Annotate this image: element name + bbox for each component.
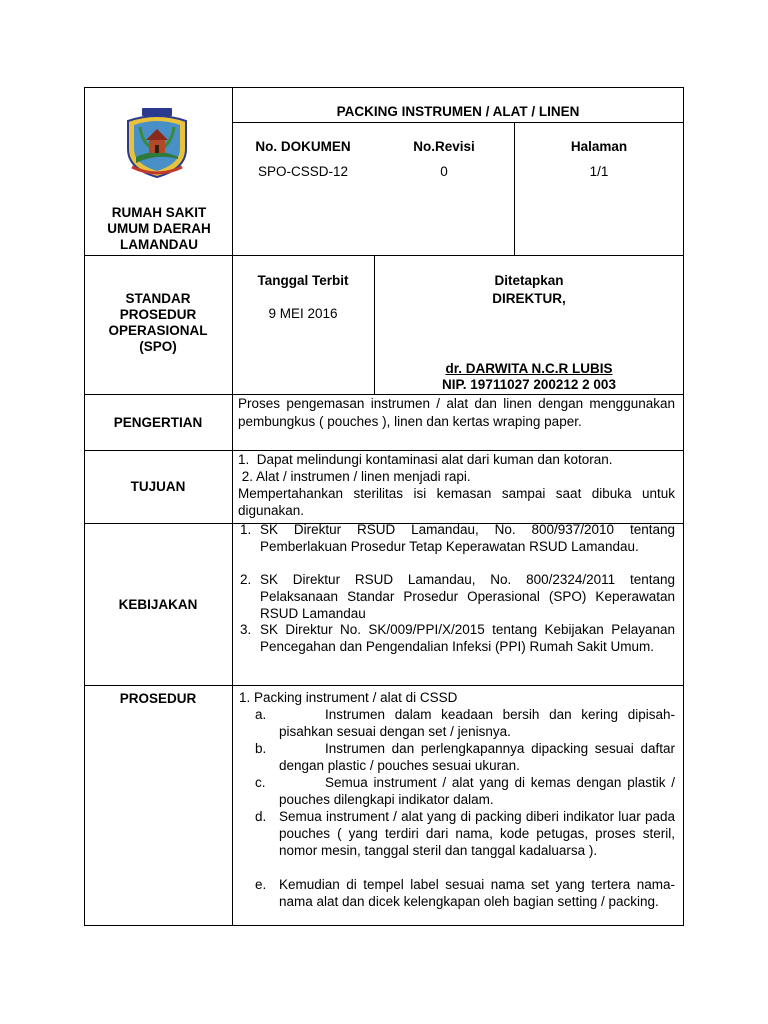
approved-role: DIREKTUR,	[492, 291, 566, 306]
row-divider	[84, 255, 684, 256]
page-value: 1/1	[589, 164, 609, 179]
tujuan-item: 1. Dapat melindungi kontaminasi alat dari kuman dan kotoran.	[238, 452, 613, 467]
doc-number-label: No. DOKUMEN	[255, 139, 351, 154]
table-border-bottom	[84, 925, 684, 926]
signer-name: dr. DARWITA N.C.R LUBIS	[445, 361, 613, 376]
row-divider	[84, 685, 684, 686]
document-title: PACKING INSTRUMEN / ALAT / LINEN	[336, 104, 580, 119]
prosedur-heading: 1. Packing instrument / alat di CSSD	[239, 690, 458, 705]
kebijakan-item: 3. SK Direktur No. SK/009/PPI/X/2015 tentang Kebijakan Pelayanan Pencegahan dan Pengendalian Infeksi (PPI) Rumah Sakit Umum.	[240, 622, 675, 654]
kebijakan-item: 1. SK Direktur RSUD Lamandau, No. 800/937/2010 tentang Pemberlakuan Prosedur Tetap Keperawatan RSUD Lamandau.	[240, 522, 675, 554]
prosedur-item: d. Semua instrument / alat yang di packing diberi indikator luar pada pouches ( yang terdiri dari nama, kode petugas, proses steril, nomor mesin, tanggal steril dan tanggal kadaluarsa ).	[255, 809, 675, 858]
prosedur-item: a. Instrumen dalam keadaan bersih dan kering dipisah-pisahkan sesuai dengan set / jenisnya.	[255, 707, 675, 739]
pengertian-label: PENGERTIAN	[113, 415, 203, 430]
prosedur-label: PROSEDUR	[119, 691, 197, 706]
hospital-name: RUMAH SAKIT UMUM DAERAH LAMANDAU	[107, 205, 211, 252]
issue-date-label: Tanggal Terbit	[257, 273, 349, 288]
page-label: Halaman	[570, 139, 628, 154]
column-divider	[232, 87, 233, 926]
kebijakan-item: 2. SK Direktur RSUD Lamandau, No. 800/2324/2011 tentang Pelaksanaan Standar Prosedur Operasional (SPO) Keperawatan RSUD Lamandau	[240, 572, 675, 621]
tujuan-item: 2. Alat / instrumen / linen menjadi rapi.	[238, 469, 471, 484]
tujuan-extra: Mempertahankan sterilitas isi kemasan sampai saat dibuka untuk digunakan.	[238, 486, 675, 518]
prosedur-item: e. Kemudian di tempel label sesuai nama set yang tertera nama-nama alat dan dicek kelengkapan oleh bagian setting / packing.	[255, 877, 675, 909]
approved-label: Ditetapkan	[494, 273, 564, 288]
prosedur-item: c. Semua instrument / alat yang di kemas dengan plastik / pouches dilengkapi indikator dalam.	[255, 775, 675, 807]
prosedur-item: b. Instrumen dan perlengkapannya dipacking sesuai daftar dengan plastic / pouches sesuai ukuran.	[255, 741, 675, 773]
issue-date-value: 9 MEI 2016	[268, 306, 338, 321]
table-border-left	[84, 87, 85, 926]
revision-value: 0	[440, 164, 448, 179]
table-border-right	[683, 87, 684, 926]
kebijakan-label: KEBIJAKAN	[118, 597, 198, 612]
tujuan-label: TUJUAN	[130, 479, 186, 494]
row-divider	[232, 122, 684, 123]
doc-number-value: SPO-CSSD-12	[257, 164, 349, 179]
signer-nip: NIP. 19711027 200212 2 003	[442, 377, 616, 392]
pengertian-text: Proses pengemasan instrumen / alat dan linen dengan menggunakan pembungkus ( pouches ), linen dan kertas wraping paper.	[238, 396, 675, 429]
spo-label: STANDAR PROSEDUR OPERASIONAL (SPO)	[108, 291, 208, 354]
revision-label: No.Revisi	[413, 139, 475, 154]
table-border-top	[84, 87, 684, 88]
hospital-logo	[122, 107, 192, 179]
